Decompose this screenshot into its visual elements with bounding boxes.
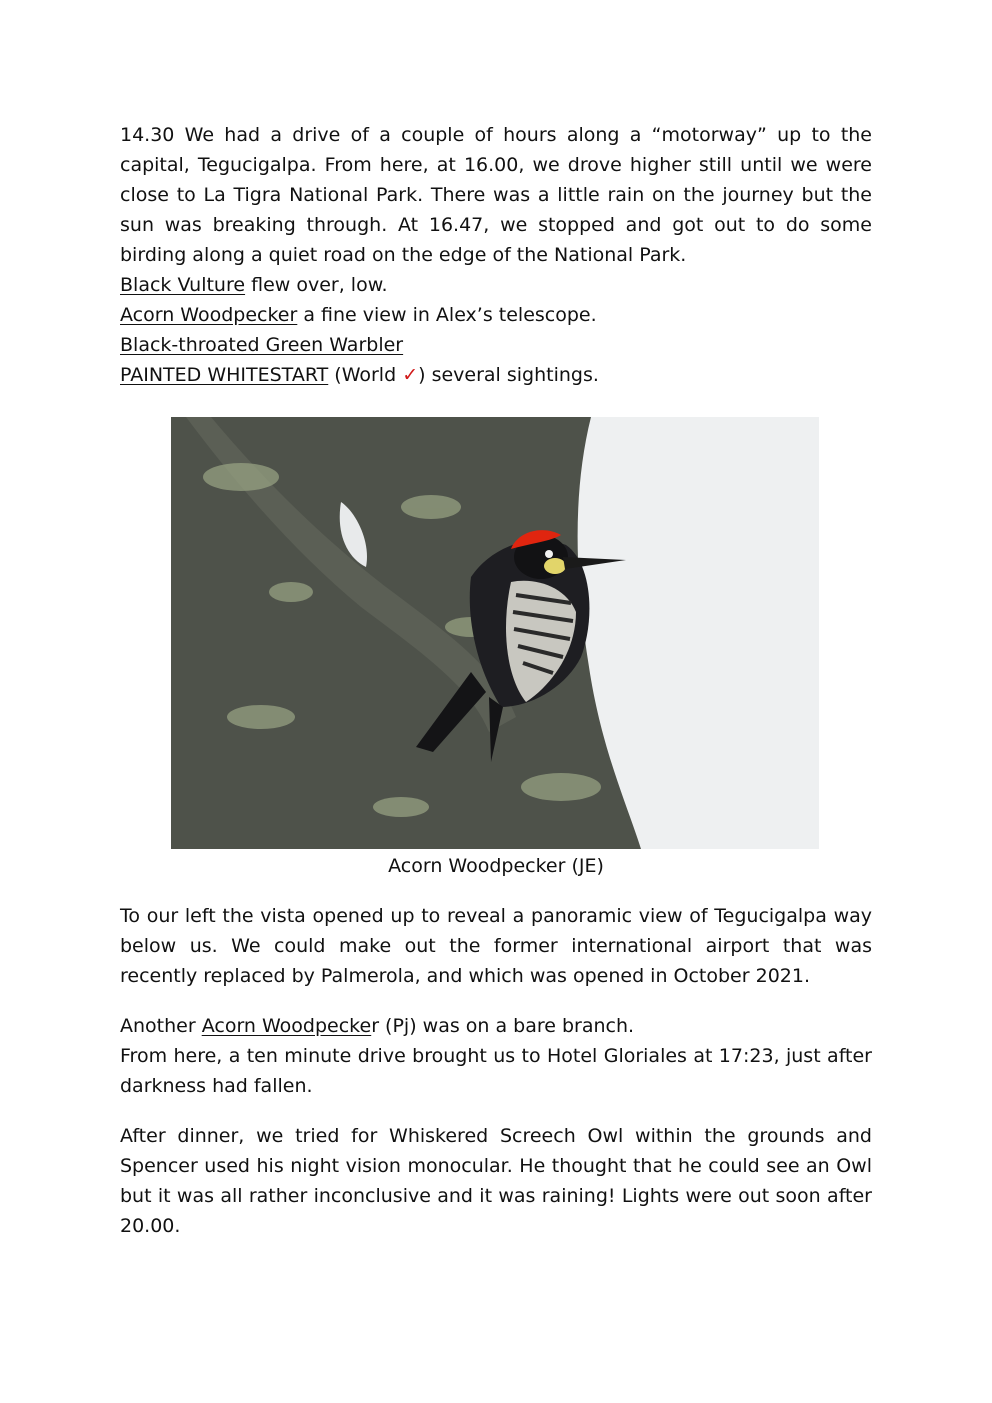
vista-paragraph: To our left the vista opened up to reveal a panoramic view of Tegucigalpa way below us. We could make out the former international airport that was recently replaced by Palmerola, and which was opened in October 2021. bbox=[120, 905, 872, 987]
sighting-line bbox=[120, 270, 872, 300]
sighting-note: (World bbox=[328, 364, 403, 386]
intro-paragraph: 14.30 We had a drive of a couple of hours along a “motorway” up to the capital, Tegucigalpa. From here, at 16.00, we drove higher still until we were close to La Tigra National Park. There was a little rain on the journey but the sun was breaking through. At 16.47, we stopped and got out to do some birding along a quiet road on the edge of the National Park. bbox=[120, 124, 872, 266]
sighting-line bbox=[120, 300, 872, 330]
species-name: Acorn Woodpecker bbox=[120, 304, 298, 326]
sighting-note: flew over, low. bbox=[245, 274, 388, 296]
another-before: Another bbox=[120, 1015, 202, 1037]
dinner-paragraph: After dinner, we tried for Whiskered Screech Owl within the grounds and Spencer used his night vision monocular. He thought that he could see an Owl but it was all rather inconclusive and it was raining! Lights were out soon after 20.00. bbox=[120, 1125, 872, 1237]
another-sighting-line bbox=[120, 1011, 872, 1041]
photo-caption: Acorn Woodpecker (JE) bbox=[388, 855, 604, 877]
drive-paragraph: From here, a ten minute drive brought us to Hotel Gloriales at 17:23, just after darkness had fallen. bbox=[120, 1045, 872, 1097]
sighting-note: a fine view in Alex’s telescope. bbox=[297, 304, 597, 326]
another-after: r (Pj) was on a bare branch. bbox=[371, 1015, 635, 1037]
species-name: Acorn Woodpecke bbox=[201, 1015, 372, 1037]
sighting-line bbox=[120, 360, 872, 390]
acorn-woodpecker-photo bbox=[171, 417, 819, 849]
species-name: Black-throated Green Warbler bbox=[120, 334, 404, 356]
species-name: Black Vulture bbox=[120, 274, 246, 296]
sighting-line bbox=[120, 330, 872, 360]
sighting-note: ) several sightings. bbox=[418, 364, 599, 386]
document-page bbox=[120, 120, 872, 1241]
tick-icon: ✓ bbox=[402, 364, 419, 386]
species-name: PAINTED WHITESTART bbox=[120, 364, 329, 386]
